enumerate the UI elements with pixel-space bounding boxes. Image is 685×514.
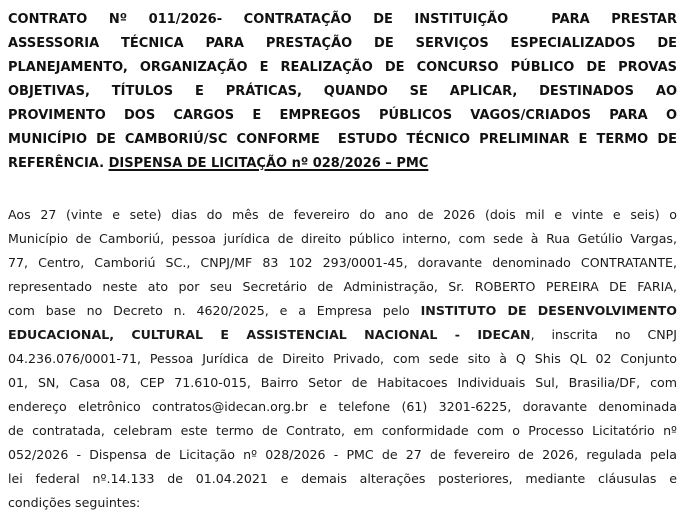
text-segment: de contratada, celebram este termo de Contrato, em conformidade com o Processo Licitatório nº — [8, 423, 677, 438]
title-line — [8, 56, 677, 80]
text-segment: PLANEJAMENTO, ORGANIZAÇÃO E REALIZAÇÃO DE CONCURSO PÚBLICO DE PROVAS — [8, 60, 677, 75]
title-line — [8, 8, 677, 32]
text-segment: INSTITUTO DE DESENVOLVIMENTO — [420, 303, 677, 318]
text-segment: endereço eletrônico contratos@idecan.org.br e telefone (61) 3201-6225, doravante denominada — [8, 399, 677, 414]
text-segment: EDUCACIONAL, CULTURAL E ASSISTENCIAL NACIONAL - IDECAN — [8, 327, 531, 342]
text-segment: condições seguintes: — [8, 495, 141, 510]
text-segment: 052/2026 - Dispensa de Licitação nº 028/2026 - PMC de 27 de fevereiro de 2026, regulada pela — [8, 447, 677, 462]
contract-body — [8, 203, 677, 514]
text-segment: MUNICÍPIO DE CAMBORIÚ/SC CONFORME ESTUDO TÉCNICO PRELIMINAR E TERMO DE — [8, 132, 677, 147]
body-line — [8, 275, 677, 299]
body-line — [8, 419, 677, 443]
body-line — [8, 347, 677, 371]
body-line — [8, 371, 677, 395]
title-line — [8, 152, 677, 176]
title-line — [8, 104, 677, 128]
text-segment: Município de Camboriú, pessoa jurídica de direito público interno, com sede à Rua Getúlio Vargas, — [8, 231, 677, 246]
text-segment: ASSESSORIA TÉCNICA PARA PRESTAÇÃO DE SERVIÇOS ESPECIALIZADOS DE — [8, 36, 677, 51]
body-line — [8, 491, 677, 514]
body-line — [8, 299, 677, 323]
body-line — [8, 251, 677, 275]
text-segment: 01, SN, Casa 08, CEP 71.610-015, Bairro Setor de Habitacoes Individuais Sul, Brasilia/DF, com — [8, 375, 677, 390]
text-segment: lei federal nº.14.133 de 01.04.2021 e demais alterações posteriores, mediante cláusulas e — [8, 471, 677, 486]
body-line — [8, 395, 677, 419]
text-segment: , inscrita no CNPJ — [530, 327, 677, 342]
text-segment: CONTRATO Nº 011/2026- CONTRATAÇÃO DE INSTITUIÇÃO PARA PRESTAR — [8, 12, 677, 27]
title-line — [8, 128, 677, 152]
text-segment: Aos 27 (vinte e sete) dias do mês de fevereiro do ano de 2026 (dois mil e vinte e seis) o — [8, 207, 677, 222]
title-line — [8, 80, 677, 104]
body-line — [8, 323, 677, 347]
text-segment: OBJETIVAS, TÍTULOS E PRÁTICAS, QUANDO SE APLICAR, DESTINADOS AO — [8, 84, 677, 99]
body-line — [8, 203, 677, 227]
text-segment: PROVIMENTO DOS CARGOS E EMPREGOS PÚBLICOS VAGOS/CRIADOS PARA O — [8, 108, 677, 123]
body-line — [8, 227, 677, 251]
text-segment: REFERÊNCIA. — [8, 156, 109, 171]
text-segment: 04.236.076/0001-71, Pessoa Jurídica de Direito Privado, com sede sito à Q Shis QL 02 Conjunto — [8, 351, 677, 366]
text-segment: com base no Decreto n. 4620/2025, e a Empresa pelo — [8, 303, 421, 318]
text-segment: 77, Centro, Camboriú SC., CNPJ/MF 83 102 293/0001-45, doravante denominado CONTRATANTE, — [8, 255, 677, 270]
body-line — [8, 443, 677, 467]
text-segment: DISPENSA DE LICITAÇÃO nº 028/2026 – PMC — [108, 156, 429, 171]
text-segment: representado neste ato por seu Secretário de Administração, Sr. ROBERTO PEREIRA DE FARIA, — [8, 279, 677, 294]
title-line — [8, 32, 677, 56]
body-line — [8, 467, 677, 491]
contract-heading — [8, 8, 677, 176]
